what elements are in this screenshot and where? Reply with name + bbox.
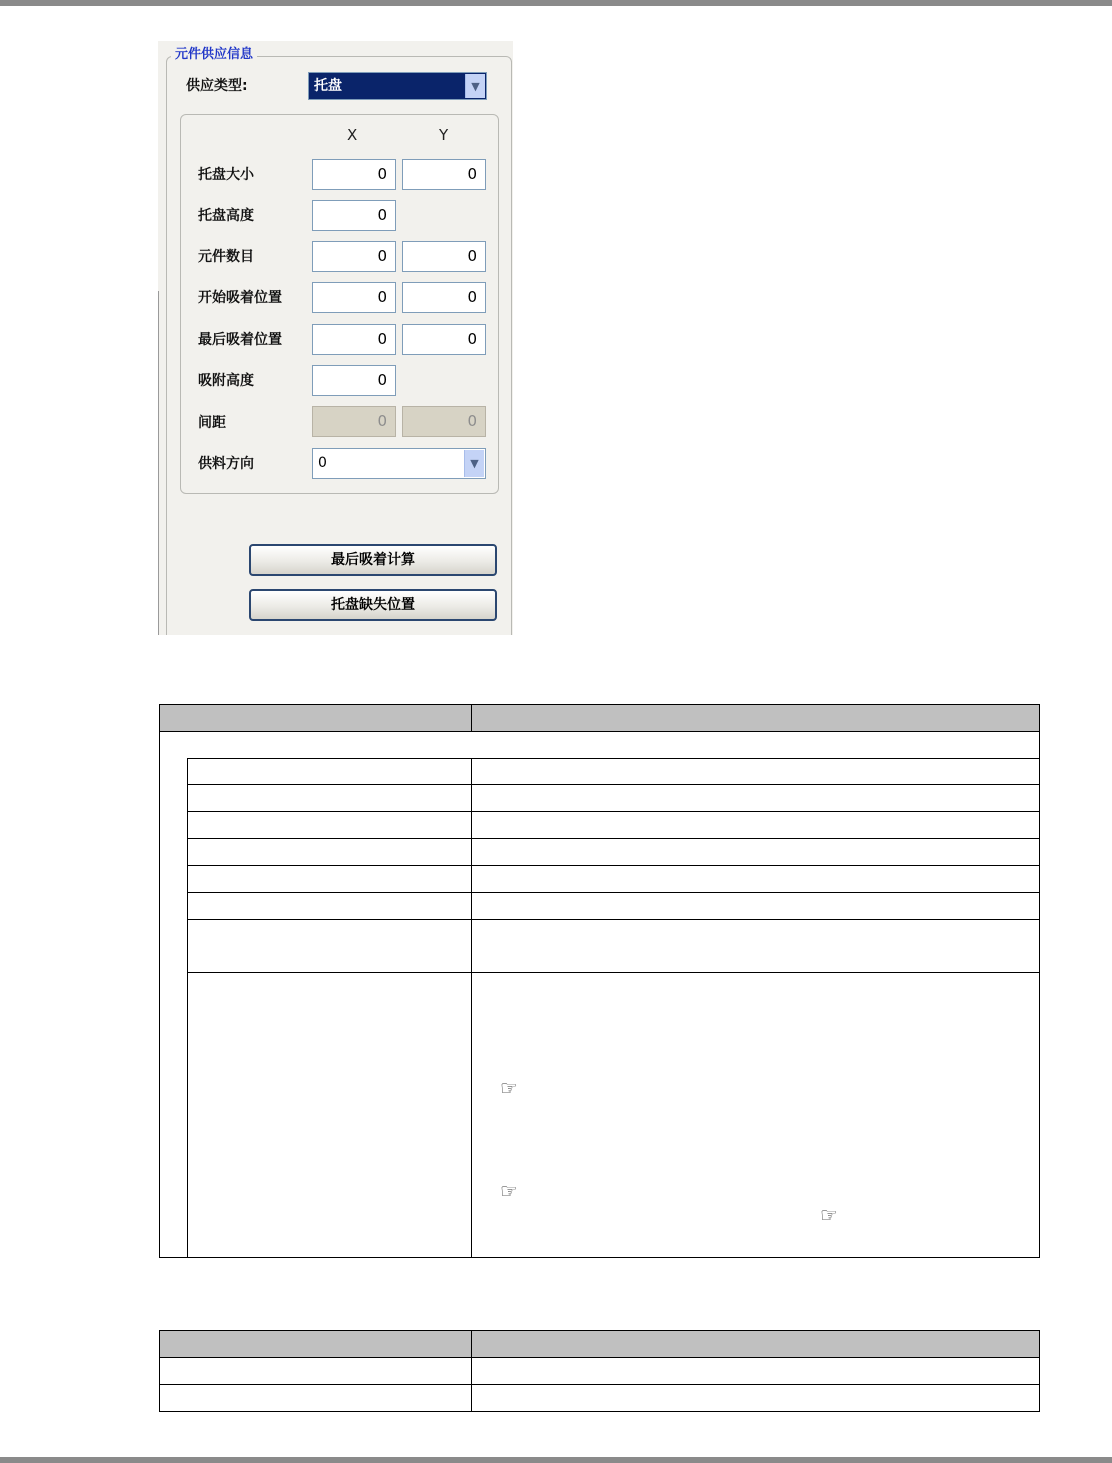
table-section-row — [160, 732, 1040, 759]
feed-direction-select[interactable] — [312, 448, 486, 479]
tray-size-y-input[interactable]: 0 — [402, 159, 486, 190]
feed-direction-label: 供料方向 — [198, 456, 254, 472]
table-cell — [188, 839, 472, 866]
panel-divider — [158, 291, 159, 635]
table-row — [160, 759, 1040, 785]
component-count-x-input[interactable]: 0 — [312, 241, 396, 272]
table-row — [160, 839, 1040, 866]
table-cell — [188, 812, 472, 839]
table-indent-cell — [160, 759, 188, 1258]
table-cell — [188, 866, 472, 893]
component-count-label: 元件数目 — [198, 249, 254, 265]
table-row — [160, 866, 1040, 893]
tray-height-label: 托盘高度 — [198, 208, 254, 224]
component-supply-panel — [158, 41, 513, 635]
supply-type-select[interactable] — [308, 72, 487, 100]
table-cell — [188, 893, 472, 920]
pointing-hand-icon: ☞ — [820, 1203, 838, 1227]
component-count-y-input[interactable]: 0 — [402, 241, 486, 272]
start-pick-x-input[interactable]: 0 — [312, 282, 396, 313]
last-pick-calc-button[interactable]: 最后吸着计算 — [249, 544, 497, 576]
table-cell — [472, 812, 1040, 839]
supply-type-label: 供应类型: — [186, 78, 248, 94]
tray-size-label: 托盘大小 — [198, 167, 254, 183]
table-cell — [472, 839, 1040, 866]
table-cell — [160, 1358, 472, 1385]
table-row — [160, 1385, 1040, 1412]
column-x-header: X — [347, 126, 358, 144]
table-row — [160, 812, 1040, 839]
table-cell — [472, 1358, 1040, 1385]
table-cell — [472, 1385, 1040, 1412]
table-cell — [472, 866, 1040, 893]
bottom-rule — [0, 1457, 1112, 1463]
group-title: 元件供应信息 — [171, 47, 257, 63]
top-rule — [0, 0, 1112, 6]
table-cell — [472, 920, 1040, 973]
table-cell — [160, 1385, 472, 1412]
table-header-row — [160, 705, 1040, 732]
feed-direction-value: 0 — [318, 455, 327, 471]
table-cell — [472, 785, 1040, 812]
table-row — [160, 1358, 1040, 1385]
start-pick-position-label: 开始吸着位置 — [198, 290, 282, 306]
table-cell — [472, 973, 1040, 1258]
pointing-hand-icon: ☞ — [500, 1179, 518, 1203]
table-section-cell — [160, 732, 1040, 759]
chevron-down-icon[interactable]: ▼ — [465, 74, 485, 98]
pick-height-input[interactable]: 0 — [312, 365, 396, 396]
buttons-table — [159, 1330, 1040, 1412]
pitch-y-input: 0 — [402, 406, 486, 437]
table-cell — [188, 759, 472, 785]
start-pick-y-input[interactable]: 0 — [402, 282, 486, 313]
table-header-row — [160, 1331, 1040, 1358]
chevron-down-icon[interactable]: ▼ — [464, 450, 484, 477]
tray-height-input[interactable]: 0 — [312, 200, 396, 231]
last-pick-x-input[interactable]: 0 — [312, 324, 396, 355]
table-cell — [188, 920, 472, 973]
pick-height-label: 吸附高度 — [198, 373, 254, 389]
table-row — [160, 973, 1040, 1258]
pitch-label: 间距 — [198, 415, 226, 431]
table-header-cell — [160, 705, 472, 732]
last-pick-position-label: 最后吸着位置 — [198, 332, 282, 348]
last-pick-y-input[interactable]: 0 — [402, 324, 486, 355]
column-y-header: Y — [439, 126, 449, 144]
table-cell — [472, 893, 1040, 920]
table-row — [160, 785, 1040, 812]
table-header-cell — [160, 1331, 472, 1358]
table-cell — [472, 759, 1040, 785]
pointing-hand-icon: ☞ — [500, 1076, 518, 1100]
settings-table — [159, 704, 1040, 1258]
table-row — [160, 893, 1040, 920]
table-cell — [188, 973, 472, 1258]
table-header-cell — [472, 1331, 1040, 1358]
pitch-x-input: 0 — [312, 406, 396, 437]
tray-missing-position-button[interactable]: 托盘缺失位置 — [249, 589, 497, 621]
supply-type-value: 托盘 — [314, 78, 342, 94]
table-row — [160, 920, 1040, 973]
table-cell — [188, 785, 472, 812]
tray-size-x-input[interactable]: 0 — [312, 159, 396, 190]
table-header-cell — [472, 705, 1040, 732]
